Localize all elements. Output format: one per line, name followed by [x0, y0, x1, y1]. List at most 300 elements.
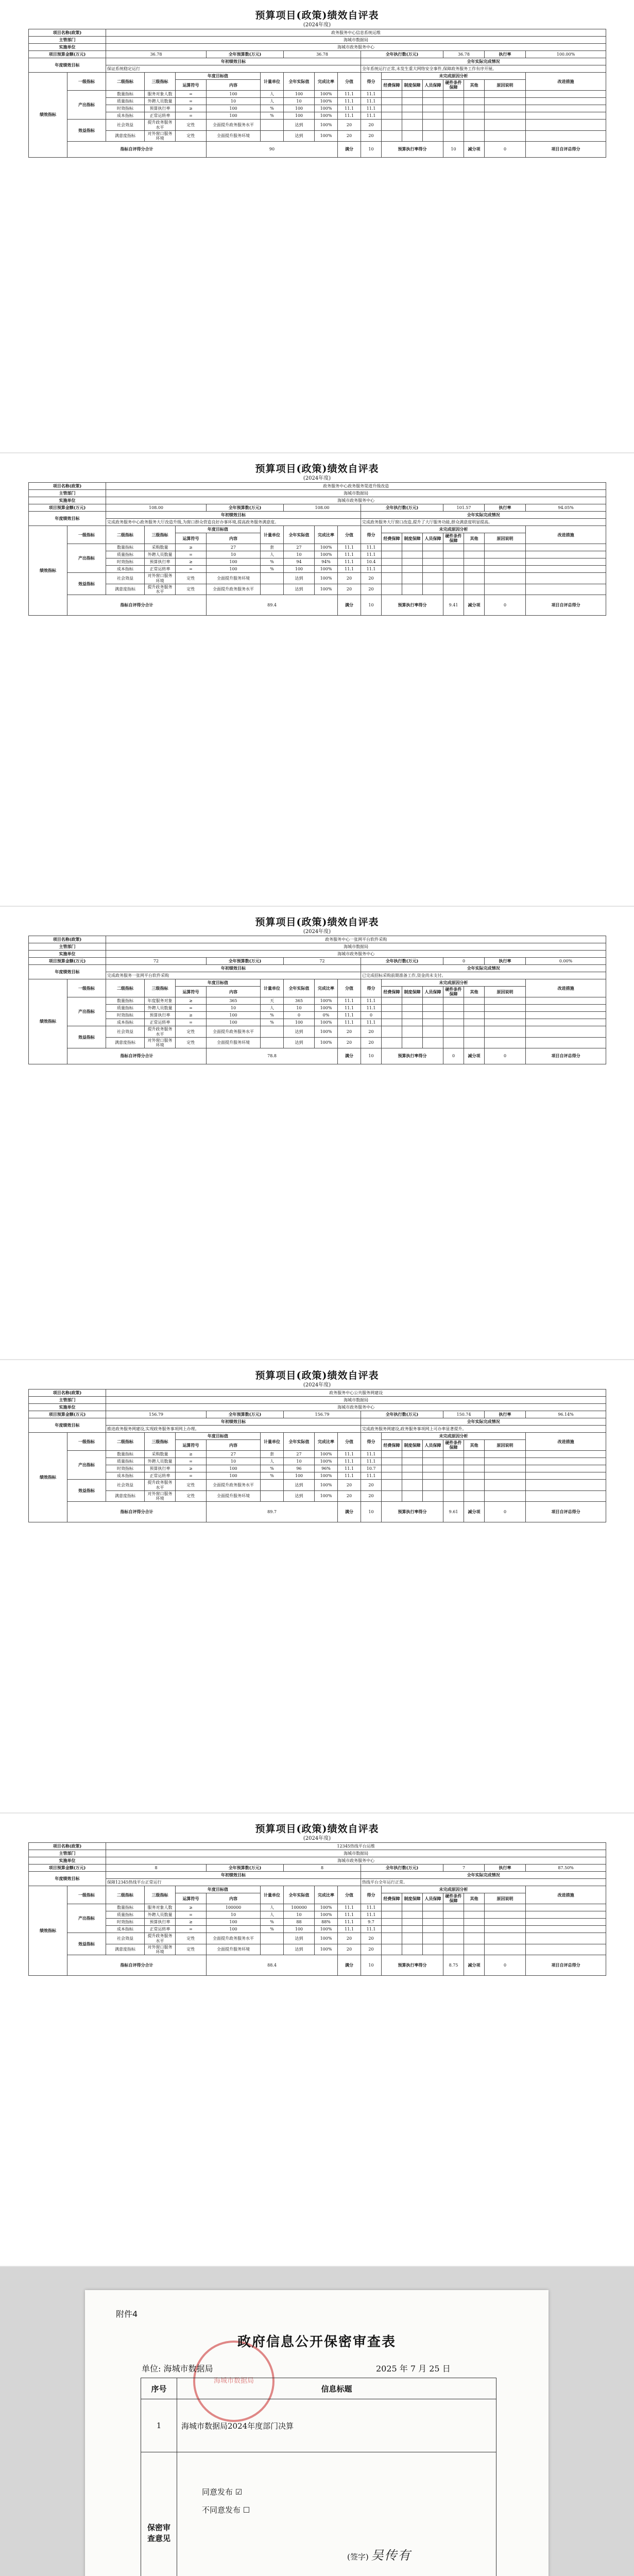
eval-page-2: [0, 453, 634, 907]
deviation-cell-2: [402, 1037, 423, 1048]
indicator-completion: 100%: [315, 1005, 338, 1012]
indicator-actual: 达到: [284, 1037, 315, 1048]
label-annual-target: 年度目标值: [176, 979, 261, 987]
label-goal-col: 年度绩效目标: [29, 58, 106, 73]
label-unit: 计量单位: [261, 979, 284, 997]
official-seal: 海城市数据局: [193, 2341, 275, 2422]
indicator-weight: 20: [338, 1037, 361, 1048]
attachment-label: 附件4: [116, 2309, 138, 2319]
indicator-l2: 时效指标: [106, 1012, 145, 1019]
exec-score-value: 10: [443, 142, 464, 158]
form-date: 2025 年 7 月 25 日: [376, 2364, 451, 2374]
deviation-cell-3: [423, 1904, 443, 1911]
indicator-score: 20: [361, 573, 382, 584]
label-l3: 三级指标: [145, 73, 176, 91]
indicator-score: 20: [361, 1037, 382, 1048]
deviation-cell-3: [423, 1458, 443, 1465]
indicator-actual: 88: [284, 1919, 315, 1926]
deviation-cell-5: [464, 544, 485, 551]
label-score: 得分: [361, 73, 382, 91]
sheet-year: (2024年度): [303, 476, 331, 481]
indicator-completion: 100%: [315, 1944, 338, 1955]
label-deviation: 未完成原因分析: [382, 1886, 526, 1893]
deviation-cell-3: [423, 91, 443, 98]
indicator-weight: 11.1: [338, 1919, 361, 1926]
deviation-cell-1: [382, 120, 402, 130]
budget-value: 156.79: [106, 1411, 207, 1418]
label-total-score: 指标自评得分合计: [67, 142, 207, 158]
label-exec-rate: 执行率: [485, 1865, 526, 1872]
label-d3: 人员保障: [423, 987, 443, 997]
indicator-target: 100: [207, 1012, 261, 1019]
deviation-cell-4: [443, 1933, 464, 1944]
indicator-l3: 预算执行率: [145, 1012, 176, 1019]
deviation-cell-4: [443, 573, 464, 584]
label-deviation: 未完成原因分析: [382, 1433, 526, 1440]
indicator-l2: 社会效益: [106, 1933, 145, 1944]
label-annual-goal: 年初绩效目标: [106, 1872, 361, 1879]
label-project-name: 项目名称(政策): [29, 29, 106, 37]
label-l1: 一级指标: [67, 1886, 106, 1904]
indicator-score: 20: [361, 584, 382, 595]
label-full-actual: 全年实际值: [284, 1433, 315, 1451]
unit-line: [142, 2362, 213, 2374]
sheet-1: [28, 9, 606, 158]
indicator-score: 11.1: [361, 1926, 382, 1933]
improve-cell: [526, 120, 606, 130]
deviation-cell-1: [382, 544, 402, 551]
unit-label: 单位:: [142, 2364, 161, 2374]
label-perf-indicators: 绩效指标: [29, 526, 67, 616]
dept-value: 海城市数据局: [106, 943, 606, 951]
indicator-l3: 预算执行率: [145, 558, 176, 566]
indicator-op: ≥: [176, 1012, 207, 1019]
indicator-target: 全面提升服务环境: [207, 1037, 261, 1048]
indicator-unit: %: [261, 558, 284, 566]
row-title: 海城市数据局2024年度部门决算: [177, 2399, 496, 2452]
deviation-cell-4: [443, 91, 464, 98]
dept-value: 海城市数据局: [106, 1397, 606, 1404]
indicator-l1: 产出指标: [67, 544, 106, 573]
deviation-cell-6: [485, 1451, 526, 1458]
evaluation-table: [28, 482, 606, 616]
indicator-op: =: [176, 1926, 207, 1933]
indicator-target: 全面提升服务环境: [207, 130, 261, 141]
indicator-row: [29, 120, 606, 130]
col-info-header: 信息标题: [177, 2378, 496, 2399]
label-d4: 硬件条件保障: [443, 987, 464, 997]
label-weight: 分值: [338, 526, 361, 544]
indicator-score: 20: [361, 1933, 382, 1944]
label-full-year-exec: 全年执行数(万元): [361, 1865, 443, 1872]
improve-cell: [526, 997, 606, 1005]
review-signature: 吴传有: [371, 2548, 412, 2563]
indicator-unit: %: [261, 112, 284, 120]
indicator-row: [29, 1012, 606, 1019]
complete-goal-text: 热线平台全年运行正常。: [361, 1879, 606, 1886]
deviation-cell-2: [402, 98, 423, 105]
label-goal-col: 年度绩效目标: [29, 512, 106, 526]
deviation-cell-4: [443, 1480, 464, 1490]
indicator-op: ≥: [176, 1465, 207, 1472]
full-year-budget-value: 72: [284, 958, 361, 965]
improve-cell: [526, 112, 606, 120]
exec-rate-value: 94.05%: [526, 504, 606, 512]
full-year-exec-value: 101.57: [443, 504, 485, 512]
indicator-l1: 产出指标: [67, 997, 106, 1026]
label-d5: 其他: [464, 1893, 485, 1904]
deviation-cell-4: [443, 997, 464, 1005]
indicator-row: [29, 558, 606, 566]
label-budget: 项目预算金额(万元): [29, 958, 106, 965]
indicator-actual: 0: [284, 1012, 315, 1019]
deviation-cell-4: [443, 1005, 464, 1012]
indicator-l2: 满意度指标: [106, 584, 145, 595]
deduct-value: 0: [485, 1502, 526, 1522]
indicator-l2: 质量指标: [106, 98, 145, 105]
indicator-l3: 预算执行率: [145, 1919, 176, 1926]
indicator-target: 全面提升政务服务水平: [207, 584, 261, 595]
row-no: 1: [141, 2399, 177, 2452]
indicator-weight: 11.1: [338, 997, 361, 1005]
indicator-actual: 达到: [284, 1490, 315, 1501]
indicator-l2: 成本指标: [106, 566, 145, 573]
improve-cell: [526, 1026, 606, 1037]
indicator-weight: 11.1: [338, 558, 361, 566]
indicator-op: 定性: [176, 1933, 207, 1944]
deviation-cell-3: [423, 1490, 443, 1501]
indicator-target: 100: [207, 558, 261, 566]
label-op: 运算符号: [176, 80, 207, 91]
label-full-year-budget: 全年预算数(万元): [207, 1411, 284, 1418]
project-name-value: 政务服务中心政务服务渠道升级改造: [106, 483, 606, 490]
indicator-l2: 数量指标: [106, 91, 145, 98]
deviation-cell-3: [423, 105, 443, 112]
improve-cell: [526, 1919, 606, 1926]
indicator-op: =: [176, 1472, 207, 1480]
indicator-score: 11.1: [361, 551, 382, 558]
budget-value: 72: [106, 958, 207, 965]
improve-cell: [526, 1037, 606, 1048]
form-table: [141, 2378, 496, 2576]
label-l2: 二级指标: [106, 526, 145, 544]
improve-cell: [526, 1926, 606, 1933]
label-full-year-budget: 全年预算数(万元): [207, 958, 284, 965]
confidentiality-review-form: [85, 2290, 549, 2576]
label-d6: 原因说明: [485, 1440, 526, 1451]
indicator-unit: %: [261, 1012, 284, 1019]
improve-cell: [526, 1465, 606, 1472]
indicator-actual: 10: [284, 1458, 315, 1465]
indicator-row: [29, 1451, 606, 1458]
deviation-cell-1: [382, 105, 402, 112]
indicator-actual: 达到: [284, 1026, 315, 1037]
indicator-score: 11.1: [361, 544, 382, 551]
label-budget: 项目预算金额(万元): [29, 504, 106, 512]
indicator-weight: 11.1: [338, 105, 361, 112]
deviation-cell-6: [485, 1944, 526, 1955]
label-full-score: 满分: [338, 1502, 361, 1522]
indicator-op: 定性: [176, 1480, 207, 1490]
deviation-cell-4: [443, 1919, 464, 1926]
deviation-cell-3: [423, 1012, 443, 1019]
impl-unit-value: 海城市政务服务中心: [106, 1404, 606, 1411]
deviation-cell-6: [485, 1026, 526, 1037]
indicator-unit: 人: [261, 1904, 284, 1911]
indicator-l2: 数量指标: [106, 1451, 145, 1458]
indicator-l2: 满意度指标: [106, 1037, 145, 1048]
indicator-completion: 100%: [315, 566, 338, 573]
indicator-l3: 正常运转率: [145, 1472, 176, 1480]
deviation-cell-3: [423, 120, 443, 130]
deviation-cell-1: [382, 1005, 402, 1012]
deviation-cell-6: [485, 551, 526, 558]
exec-score-value: 9.61: [443, 1502, 464, 1522]
indicator-target: 100: [207, 566, 261, 573]
indicator-weight: 11.1: [338, 544, 361, 551]
budget-value: 8: [106, 1865, 207, 1872]
exec-rate-value: 87.50%: [526, 1865, 606, 1872]
deviation-cell-6: [485, 130, 526, 141]
indicator-target: 100: [207, 1919, 261, 1926]
indicator-completion: 100%: [315, 98, 338, 105]
deviation-cell-6: [485, 584, 526, 595]
label-total-eval: 项目自评总得分: [526, 595, 606, 616]
deviation-cell-4: [443, 98, 464, 105]
improve-cell: [526, 1458, 606, 1465]
deviation-cell-5: [464, 1926, 485, 1933]
exec-rate-value: 96.14%: [526, 1411, 606, 1418]
deviation-cell-4: [443, 1019, 464, 1026]
sheet-5: [28, 1823, 606, 1976]
label-op: 运算符号: [176, 1893, 207, 1904]
deviation-cell-3: [423, 1019, 443, 1026]
col-no-header: 序号: [141, 2378, 177, 2399]
deviation-cell-3: [423, 1926, 443, 1933]
indicator-l3: 对外窗口服务环境: [145, 573, 176, 584]
deviation-cell-1: [382, 584, 402, 595]
indicator-completion: 100%: [315, 551, 338, 558]
dept-value: 海城市数据局: [106, 1850, 606, 1857]
label-perf-indicators: 绩效指标: [29, 1433, 67, 1522]
label-content: 内容: [207, 1893, 261, 1904]
sheet-title: 预算项目(政策)绩效自评表: [255, 10, 379, 21]
indicator-weight: 20: [338, 573, 361, 584]
deviation-cell-1: [382, 1904, 402, 1911]
label-weight: 分值: [338, 73, 361, 91]
indicator-l2: 质量指标: [106, 1458, 145, 1465]
indicator-score: 11.1: [361, 91, 382, 98]
deviation-cell-2: [402, 558, 423, 566]
evaluation-table: [28, 1842, 606, 1976]
label-unit: 计量单位: [261, 526, 284, 544]
disagree-option[interactable]: 不同意发布 ☐: [202, 2505, 250, 2515]
indicator-l2: 数量指标: [106, 1904, 145, 1911]
agree-option[interactable]: 同意发布 ☑: [202, 2487, 243, 2497]
deviation-cell-2: [402, 1480, 423, 1490]
indicator-score: 11.1: [361, 1911, 382, 1919]
indicator-actual: 100: [284, 105, 315, 112]
label-l2: 二级指标: [106, 979, 145, 997]
label-completion: 完成比率: [315, 526, 338, 544]
indicator-actual: 达到: [284, 1933, 315, 1944]
deviation-cell-3: [423, 1933, 443, 1944]
total-score-value: 78.8: [207, 1048, 338, 1064]
label-d4: 硬件条件保障: [443, 1440, 464, 1451]
indicator-target: 100000: [207, 1904, 261, 1911]
deviation-cell-2: [402, 1919, 423, 1926]
indicator-weight: 20: [338, 1490, 361, 1501]
indicator-unit: 人: [261, 98, 284, 105]
label-annual-target: 年度目标值: [176, 526, 261, 533]
indicator-unit: 人: [261, 1458, 284, 1465]
indicator-l2: 时效指标: [106, 1465, 145, 1472]
label-total-eval: 项目自评总得分: [526, 1955, 606, 1976]
eval-page-4: [0, 1360, 634, 1814]
label-full-score: 满分: [338, 142, 361, 158]
deviation-cell-5: [464, 1911, 485, 1919]
deviation-cell-1: [382, 1933, 402, 1944]
indicator-actual: 94: [284, 558, 315, 566]
deviation-cell-6: [485, 1490, 526, 1501]
label-full-year-exec: 全年执行数(万元): [361, 958, 443, 965]
improve-cell: [526, 584, 606, 595]
indicator-weight: 20: [338, 1480, 361, 1490]
deviation-cell-6: [485, 544, 526, 551]
indicator-completion: 100%: [315, 1904, 338, 1911]
label-deviation: 未完成原因分析: [382, 526, 526, 533]
improve-cell: [526, 573, 606, 584]
deviation-cell-4: [443, 1472, 464, 1480]
deviation-cell-1: [382, 1472, 402, 1480]
deviation-cell-3: [423, 566, 443, 573]
indicator-target: 10: [207, 1911, 261, 1919]
indicator-actual: 96: [284, 1465, 315, 1472]
indicator-completion: 0%: [315, 1012, 338, 1019]
deviation-cell-2: [402, 91, 423, 98]
indicator-completion: 100%: [315, 1019, 338, 1026]
indicator-row: [29, 112, 606, 120]
label-dept: 主管部门: [29, 490, 106, 497]
deviation-cell-6: [485, 997, 526, 1005]
label-d4: 硬件条件保障: [443, 1893, 464, 1904]
label-total-score: 指标自评得分合计: [67, 1502, 207, 1522]
deviation-cell-3: [423, 1480, 443, 1490]
label-complete-goal: 全年实际完成情况: [361, 512, 606, 519]
indicator-unit: %: [261, 1472, 284, 1480]
indicator-target: 100: [207, 1465, 261, 1472]
indicator-row: [29, 130, 606, 141]
full-year-exec-value: 36.78: [443, 51, 485, 58]
indicator-row: [29, 98, 606, 105]
deviation-cell-2: [402, 1933, 423, 1944]
deviation-cell-5: [464, 1919, 485, 1926]
project-name-value: 政务服务中心公共服务网建设: [106, 1389, 606, 1397]
sheet-title: 预算项目(政策)绩效自评表: [255, 1823, 379, 1835]
label-d3: 人员保障: [423, 533, 443, 544]
improve-cell: [526, 1012, 606, 1019]
label-deduct: 减分项: [464, 1502, 485, 1522]
indicator-target: 全面提升服务环境: [207, 1944, 261, 1955]
indicator-op: ≥: [176, 1919, 207, 1926]
indicator-row: [29, 1490, 606, 1501]
indicator-row: [29, 573, 606, 584]
deviation-cell-6: [485, 98, 526, 105]
indicator-completion: 100%: [315, 1026, 338, 1037]
impl-unit-value: 海城市政务服务中心: [106, 497, 606, 504]
improve-cell: [526, 544, 606, 551]
indicator-op: ≥: [176, 558, 207, 566]
indicator-op: 定性: [176, 120, 207, 130]
deviation-cell-2: [402, 566, 423, 573]
deviation-cell-1: [382, 1911, 402, 1919]
label-complete-goal: 全年实际完成情况: [361, 1872, 606, 1879]
indicator-weight: 11.1: [338, 91, 361, 98]
indicator-op: =: [176, 566, 207, 573]
sheet-4: [28, 1369, 606, 1522]
label-total-score: 指标自评得分合计: [67, 1955, 207, 1976]
deviation-cell-6: [485, 1472, 526, 1480]
label-budget: 项目预算金额(万元): [29, 1411, 106, 1418]
label-exec-score: 预算执行率得分: [382, 1048, 443, 1064]
indicator-l1: 效益指标: [67, 573, 106, 595]
label-impl-unit: 实施单位: [29, 497, 106, 504]
label-annual-goal: 年初绩效目标: [106, 58, 361, 65]
indicator-unit: 套: [261, 544, 284, 551]
indicator-actual: 100: [284, 1472, 315, 1480]
improve-cell: [526, 1933, 606, 1944]
label-complete-goal: 全年实际完成情况: [361, 1418, 606, 1426]
indicator-l3: 预算执行率: [145, 1465, 176, 1472]
deviation-cell-2: [402, 1911, 423, 1919]
deviation-cell-1: [382, 997, 402, 1005]
deduct-value: 0: [485, 595, 526, 616]
indicator-unit: %: [261, 1465, 284, 1472]
deviation-cell-5: [464, 1944, 485, 1955]
indicator-row: [29, 551, 606, 558]
label-content: 内容: [207, 533, 261, 544]
deviation-cell-4: [443, 1012, 464, 1019]
sheet-year: (2024年度): [303, 22, 331, 28]
indicator-completion: 88%: [315, 1919, 338, 1926]
indicator-l3: 外聘人员数量: [145, 1911, 176, 1919]
deviation-cell-5: [464, 997, 485, 1005]
deviation-cell-5: [464, 98, 485, 105]
deviation-cell-4: [443, 1904, 464, 1911]
deviation-cell-5: [464, 584, 485, 595]
deviation-cell-3: [423, 1026, 443, 1037]
indicator-actual: 27: [284, 1451, 315, 1458]
deviation-cell-5: [464, 1933, 485, 1944]
indicator-unit: 人: [261, 91, 284, 98]
deviation-cell-3: [423, 1005, 443, 1012]
indicator-op: 定性: [176, 1026, 207, 1037]
deviation-cell-3: [423, 130, 443, 141]
deviation-cell-3: [423, 1911, 443, 1919]
indicator-score: 20: [361, 1944, 382, 1955]
indicator-completion: 94%: [315, 558, 338, 566]
label-completion: 完成比率: [315, 979, 338, 997]
indicator-l3: 正常运转率: [145, 566, 176, 573]
sheet-2: [28, 463, 606, 616]
exec-rate-value: 0.00%: [526, 958, 606, 965]
full-year-budget-value: 156.79: [284, 1411, 361, 1418]
indicator-l3: 外聘人员数量: [145, 1005, 176, 1012]
review-sign-label: (签字): [347, 2552, 369, 2562]
indicator-l3: 提升政务服务水平: [145, 584, 176, 595]
indicator-score: 9.7: [361, 1919, 382, 1926]
complete-goal-text: 已完成招标采购前期准备工作,资金尚未支付。: [361, 972, 606, 979]
